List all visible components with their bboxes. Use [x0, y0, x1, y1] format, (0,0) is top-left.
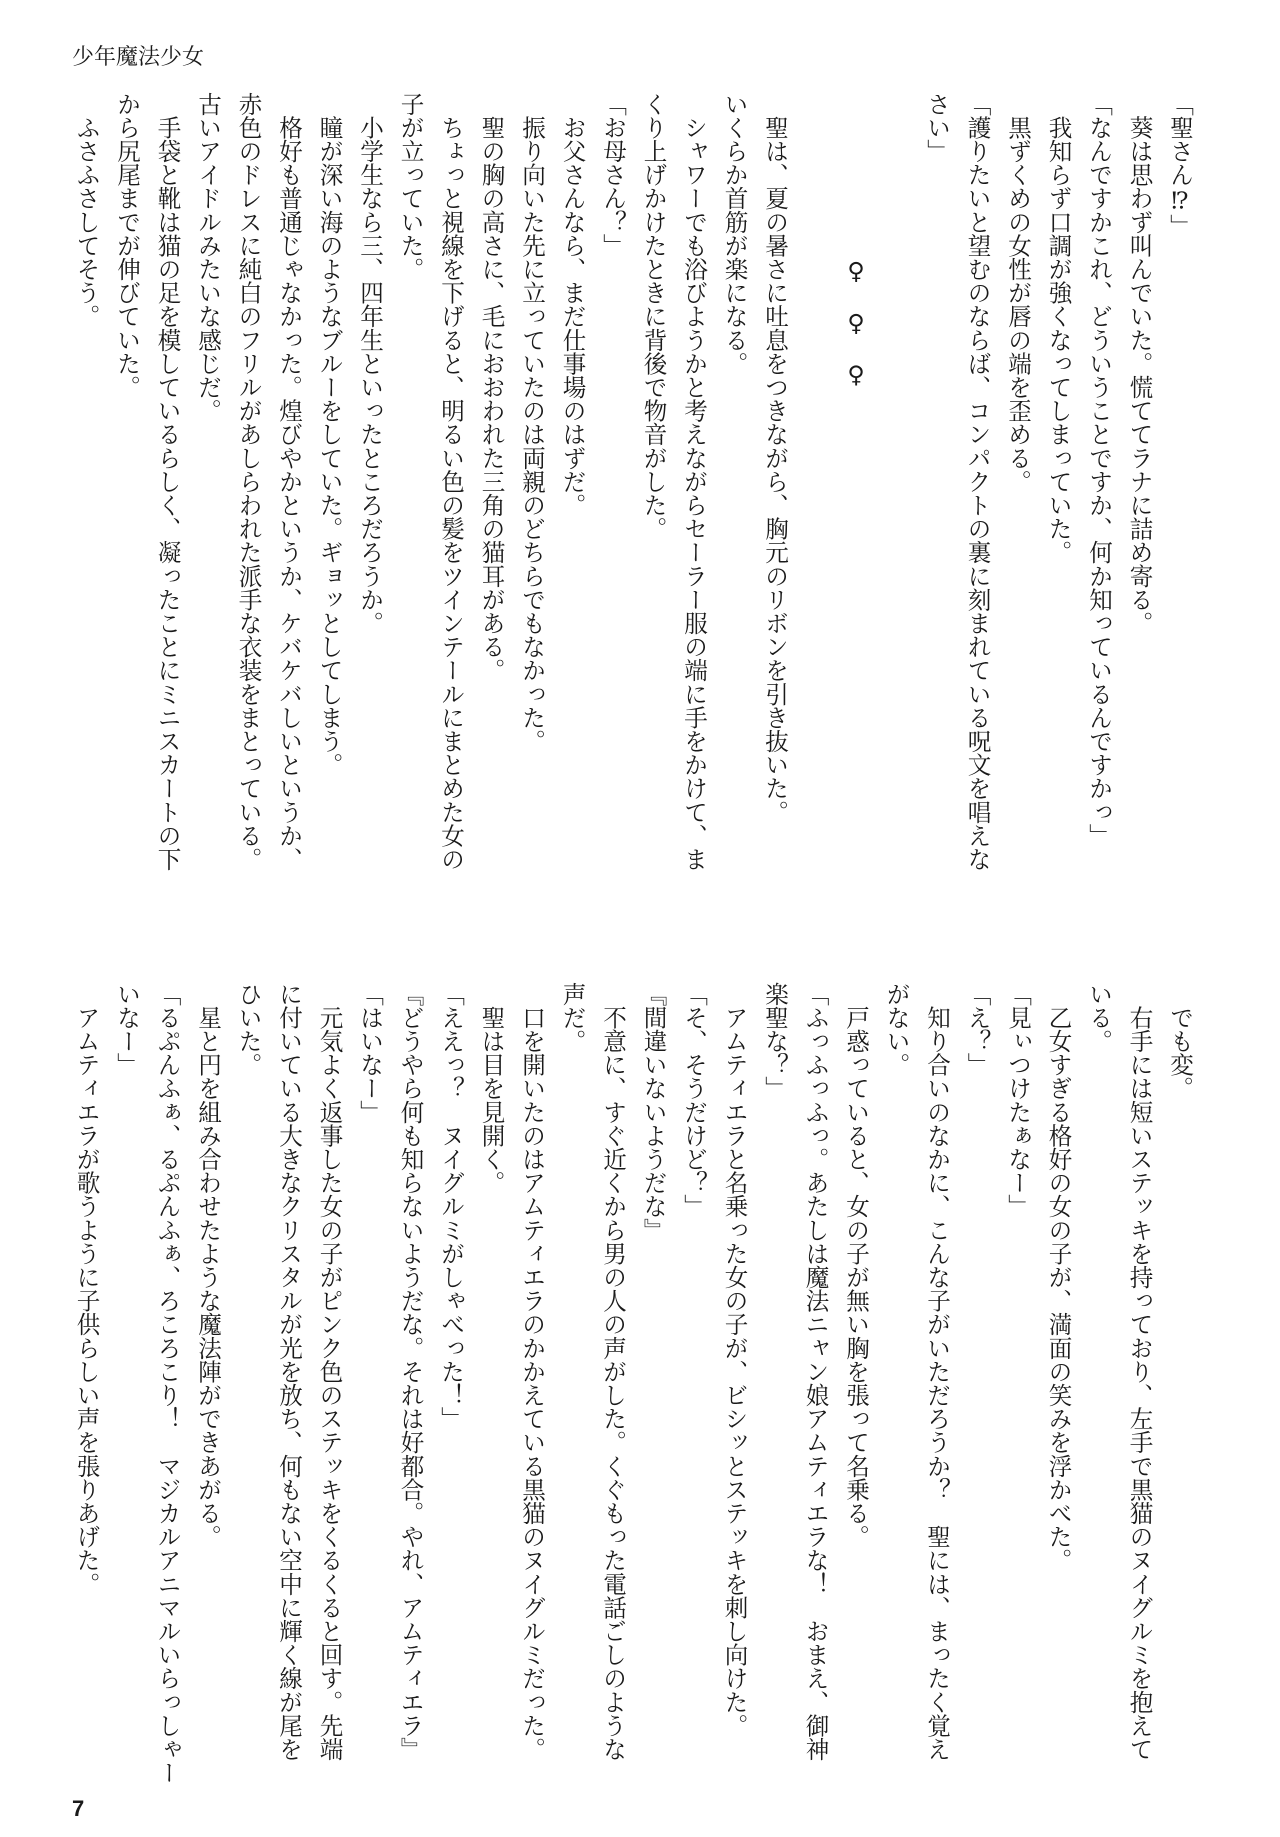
text-line: 「聖さん⁉」 [1166, 92, 1194, 238]
text-line: 「なんですかこれ、どういうことですか、何か知っているんですかっ」 [1085, 92, 1113, 848]
text-line: 振り向いた先に立っていたのは両親のどちらでもなかった。 [518, 92, 546, 753]
text-line: 手袋と靴は猫の足を模しているらしく、凝ったことにミニスカートの下 [153, 92, 182, 871]
text-line: 「そ、そうだけど？」 [680, 982, 708, 1218]
text-line: 星と円を組み合わせたような魔法陣ができあがる。 [194, 982, 222, 1549]
text-line: 乙女すぎる格好の女の子が、満面の笑みを浮かべた。 [1044, 982, 1073, 1572]
text-line: いる。 [1085, 982, 1113, 1053]
text-line: でも変。 [1166, 982, 1194, 1100]
text-line: 「ふっふっふっ。あたしは魔法ニャン娘アムティエラな！ おまえ、御神 [801, 982, 830, 1761]
text-line: 古いアイドルみたいな感じだ。 [194, 92, 222, 423]
text-line: に付いている大きなクリスタルが光を放ち、何もない空中に輝く線が尾を [275, 982, 303, 1761]
text-line: 「護りたいと望むのならば、コンパクトの裏に刻まれている呪文を唱えな [963, 92, 992, 871]
text-line: 我知らず口調が強くなってしまっていた。 [1044, 92, 1073, 564]
text-line: 「るぷんふぁ、るぷんふぁ、ろころこり！ マジカルアニマルいらっしゃー [153, 982, 182, 1785]
text-line: 瞳が深い海のようなブルーをしていた。ギョッとしてしまう。 [315, 92, 344, 777]
text-line: 聖の胸の高さに、毛におおわれた三角の猫耳がある。 [477, 92, 506, 682]
text-line: ひいた。 [234, 982, 263, 1077]
text-line: 戸惑っていると、女の子が無い胸を張って名乗る。 [842, 982, 870, 1549]
text-line: いくらか首筋が楽になる。 [720, 92, 749, 376]
running-header-title: 少年魔法少女 [72, 45, 205, 70]
text-line: 子が立っていた。 [396, 92, 425, 281]
text-line: 小学生なら三、四年生といったところだろうか。 [356, 92, 384, 635]
text-line: 黒ずくめの女性が唇の端を歪める。 [1004, 92, 1032, 494]
text-line: 聖は目を見開く。 [477, 982, 506, 1195]
text-line: 右手には短いステッキを持っており、左手で黒猫のヌイグルミを抱えて [1125, 982, 1154, 1761]
text-line: 葵は思わず叫んでいた。慌ててラナに詰め寄る。 [1125, 92, 1154, 635]
text-line: 楽聖な？」 [761, 982, 789, 1100]
text-line: いなー」 [113, 982, 141, 1077]
text-line: シャワーでも浴びようかと考えながらセーラー服の端に手をかけて、ま [680, 92, 708, 871]
text-line: 聖は、夏の暑さに吐息をつきながら、胸元のリボンを引き抜いた。 [761, 92, 789, 824]
text-line: 「お母さん？」 [599, 92, 627, 258]
text-line: 不意に、すぐ近くから男の人の声がした。くぐもった電話ごしのような [599, 982, 627, 1761]
text-line: がない。 [882, 982, 911, 1077]
text-line: 口を開いたのはアムティエラのかかえている黒猫のヌイグルミだった。 [518, 982, 546, 1761]
text-line: くり上げかけたときに背後で物音がした。 [639, 92, 668, 541]
text-line: アムティエラと名乗った女の子が、ビシッとステッキを刺し向けた。 [720, 982, 749, 1738]
text-line: アムティエラが歌うように子供らしい声を張りあげた。 [72, 982, 101, 1596]
text-line: から尻尾までが伸びていた。 [113, 92, 141, 399]
text-line [795, 92, 836, 876]
text-line: ちょっと視線を下げると、明るい色の髪をツインテールにまとめた女の [437, 92, 465, 871]
text-line: 「見ぃつけたぁなー」 [1004, 982, 1032, 1218]
text-line [876, 92, 917, 876]
text-line: 格好も普通じゃなかった。煌びやかというか、ケバケバしいというか、 [275, 92, 303, 871]
text-line: 声だ。 [558, 982, 587, 1053]
text-block-top [66, 92, 1200, 876]
text-line: お父さんなら、まだ仕事場のはずだ。 [558, 92, 587, 517]
text-line: 知り合いのなかに、こんな子がいただろうか？ 聖には、まったく覚え [923, 982, 951, 1761]
text-line: 『どうやら何も知らないようだな。それは好都合。やれ、アムティエラ』 [396, 982, 425, 1761]
text-line: 赤色のドレスに純白のフリルがあしらわれた派手な衣装をまとっている。 [234, 92, 263, 871]
text-line: ♀ ♀ ♀ [842, 92, 870, 389]
page-number: 7 [72, 1796, 85, 1821]
text-line: ふさふさしてそう。 [72, 92, 101, 328]
text-block-bottom [66, 982, 1200, 1785]
text-line: 「ええっ？ ヌイグルミがしゃべった！」 [437, 982, 465, 1431]
text-line: 「はいなー」 [356, 982, 384, 1124]
text-line: 『間違いないようだな』 [639, 982, 668, 1242]
text-line: さい」 [923, 92, 951, 163]
text-line: 「え？」 [963, 982, 992, 1077]
text-line: 元気よく返事した女の子がピンク色のステッキをくるくると回す。先端 [315, 982, 344, 1761]
